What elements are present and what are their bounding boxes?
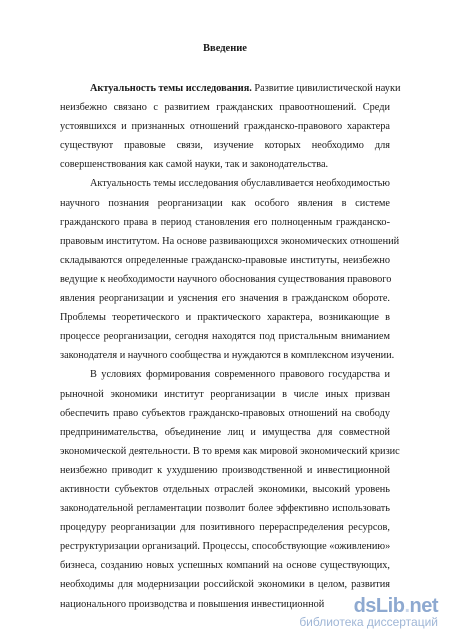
text-line (60, 365, 390, 384)
paragraph (60, 174, 400, 365)
line-text: бизнеса, созданию новых успешных компаний на основе существующих, (60, 560, 390, 572)
text-line (60, 98, 390, 117)
watermark-logo: dsLib.net (353, 595, 438, 617)
text-line (60, 480, 390, 499)
line-text: В условиях формирования современного правового государства и (90, 369, 390, 381)
line-text: предпринимательства, объединение лиц и имущества для совместной (60, 426, 390, 438)
line-text: национального производства и повышения инвестиционной (60, 598, 325, 610)
text-line (60, 174, 390, 193)
line-text: экономической деятельности. В то время как мировой экономический кризис (60, 445, 400, 457)
text-line (60, 117, 390, 136)
line-text: складываются определенные гражданско-правовые институты, неизбежно (60, 254, 390, 266)
line-text: законодательной регламентации позволит более эффективно использовать (60, 503, 390, 515)
line-text: Актуальность темы исследования обуславливается необходимостью (90, 178, 390, 190)
text-line (60, 461, 390, 480)
dslib-watermark (299, 595, 438, 629)
text-line (60, 232, 400, 251)
page-title: Введение (203, 43, 247, 54)
text-line (60, 136, 390, 155)
text-line (60, 346, 395, 365)
text-line (60, 213, 390, 232)
text-line (60, 270, 390, 289)
line-text: реструктуризации организаций. Процессы, способствующие «оживлению» (60, 541, 391, 553)
line-text: процедуру реорганизации для позитивного перераспределения ресурсов, (60, 522, 390, 534)
line-text: обеспечить право субъектов гражданско-правовых отношений на свободу (60, 407, 390, 419)
line-text: Развитие цивилистической науки (251, 83, 401, 94)
paragraph (60, 365, 400, 613)
text-line (60, 404, 390, 423)
line-text: устоявшихся и признанных отношений гражданско-правового характера (60, 121, 390, 133)
line-text: ведущие к необходимости научного обоснования существования правового (60, 273, 392, 285)
text-line (60, 518, 390, 537)
document-body (60, 79, 401, 614)
text-line (60, 194, 390, 213)
line-text: процессе реорганизации, сегодня находятся под пристальным вниманием (60, 331, 390, 343)
lead-heading: Актуальность темы исследования. (90, 83, 252, 94)
line-text: рыночной экономики институт реорганизации в числе иных призван (60, 388, 390, 400)
text-line (60, 423, 390, 442)
line-text: научного познания реорганизации как особого явления в системе (60, 197, 390, 209)
line-text: явления реорганизации и уяснения его значения в гражданском обороте. (60, 293, 390, 305)
text-line (60, 251, 390, 270)
watermark-subtitle: библиотека диссертаций (299, 615, 438, 629)
text-line (60, 537, 390, 556)
line-text: неизбежно приводит к ухудшению производственной и инвестиционной (60, 464, 390, 476)
line-text: гражданского права в период становления его полноценным гражданско- (60, 216, 390, 228)
text-line (60, 499, 390, 518)
text-line (60, 327, 390, 346)
text-line (60, 385, 390, 404)
line-text: необходимы для модернизации российской экономики в целом, развития (60, 579, 390, 591)
text-line (60, 308, 390, 327)
line-text: неизбежно связано с развитием гражданских правоотношений. Среди (60, 102, 390, 114)
text-line (60, 79, 401, 98)
text-line (60, 575, 390, 594)
text-line (60, 155, 390, 174)
text-line (60, 289, 390, 308)
line-text: законодателя и научного сообщества и нуждаются в комплексном изучении. (60, 350, 395, 362)
line-text: Проблемы теоретического и практического характера, возникающие в (60, 312, 390, 324)
line-text: активности субъектов отдельных отраслей экономики, высокий уровень (60, 483, 390, 495)
line-text: существуют правовые связи, изучение которых необходимо для (60, 140, 390, 152)
paragraph (60, 79, 401, 174)
line-text: совершенствования как самой науки, так и законодательства. (60, 159, 329, 171)
text-line (60, 442, 400, 461)
text-line (60, 556, 390, 575)
line-text: правовым институтом. На основе развивающихся экономических отношений (60, 235, 400, 247)
